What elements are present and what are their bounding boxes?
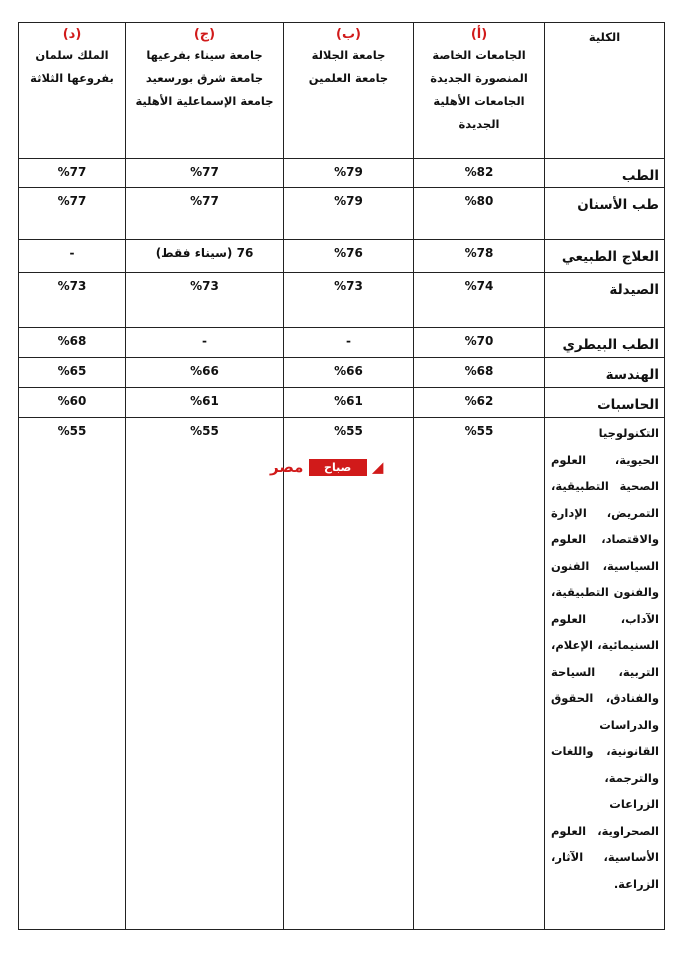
- table-row: [19, 388, 665, 418]
- table-row: [19, 159, 665, 188]
- table-row: [19, 358, 665, 388]
- value-cell-a: %55: [414, 418, 545, 930]
- faculty-cell: الطب البيطري: [545, 328, 665, 358]
- value-cell-c: 76 (سيناء فقط): [126, 240, 284, 273]
- value-cell-c: %61: [126, 388, 284, 418]
- header-col-d: (د) الملك سلمان بفروعها الثلاثة: [19, 23, 126, 159]
- value-cell-d: %77: [19, 159, 126, 188]
- value-cell-d: %73: [19, 273, 126, 328]
- faculty-cell: الطب: [545, 159, 665, 188]
- value-cell-d: %77: [19, 188, 126, 240]
- faculty-cell: التكنولوجيا الحيوية، العلوم الصحية التطبيقية، التمريض، الإدارة والاقتصاد، العلوم السياسية، الفنون والفنون التطبيقية، الآداب، العلوم السنيمائية، الإعلام، التربية، السياحة والفنادق، الحقوق والدراسات القانونية، واللغات والترجمة، الزراعات الصحراوية، العلوم الأساسية، الآثار، الزراعة.: [545, 418, 665, 930]
- faculty-cell: طب الأسنان: [545, 188, 665, 240]
- value-cell-d: %65: [19, 358, 126, 388]
- value-cell-b: %66: [284, 358, 414, 388]
- value-cell-d: -: [19, 240, 126, 273]
- value-cell-c: %77: [126, 159, 284, 188]
- value-cell-c: %77: [126, 188, 284, 240]
- value-cell-a: %74: [414, 273, 545, 328]
- value-cell-a: %70: [414, 328, 545, 358]
- header-col-a: (أ) الجامعات الخاصة المنصورة الجديدة الجامعات الأهلية الجديدة: [414, 23, 545, 159]
- value-cell-c: %66: [126, 358, 284, 388]
- value-cell-a: %80: [414, 188, 545, 240]
- table-row: [19, 418, 665, 930]
- value-cell-c: %73: [126, 273, 284, 328]
- table-row: [19, 240, 665, 273]
- faculty-cell: الحاسبات: [545, 388, 665, 418]
- table-row: [19, 273, 665, 328]
- watermark-mark: ◢: [371, 458, 384, 476]
- value-cell-b: %73: [284, 273, 414, 328]
- value-cell-b: %55: [284, 418, 414, 930]
- value-cell-c: %55: [126, 418, 284, 930]
- watermark-box: صباح: [309, 459, 367, 476]
- watermark-text: مصر: [270, 458, 304, 476]
- value-cell-c: -: [126, 328, 284, 358]
- table-row: [19, 188, 665, 240]
- value-cell-b: %79: [284, 188, 414, 240]
- admission-table: [18, 22, 665, 930]
- header-faculty: الكلية: [545, 23, 665, 159]
- value-cell-b: %61: [284, 388, 414, 418]
- faculty-cell: الصيدلة: [545, 273, 665, 328]
- value-cell-d: %68: [19, 328, 126, 358]
- value-cell-a: %68: [414, 358, 545, 388]
- header-col-c: (ج) جامعة سيناء بفرعيها جامعة شرق بورسعيد جامعة الإسماعلية الأهلية: [126, 23, 284, 159]
- header-col-b: (ب) جامعة الجلالة جامعة العلمين: [284, 23, 414, 159]
- value-cell-b: %76: [284, 240, 414, 273]
- value-cell-d: %60: [19, 388, 126, 418]
- value-cell-b: %79: [284, 159, 414, 188]
- faculty-cell: العلاج الطبيعي: [545, 240, 665, 273]
- value-cell-a: %82: [414, 159, 545, 188]
- table-row: [19, 328, 665, 358]
- value-cell-a: %78: [414, 240, 545, 273]
- watermark-logo: [270, 458, 383, 476]
- faculty-cell: الهندسة: [545, 358, 665, 388]
- header-row: [19, 23, 665, 159]
- value-cell-d: %55: [19, 418, 126, 930]
- value-cell-b: -: [284, 328, 414, 358]
- value-cell-a: %62: [414, 388, 545, 418]
